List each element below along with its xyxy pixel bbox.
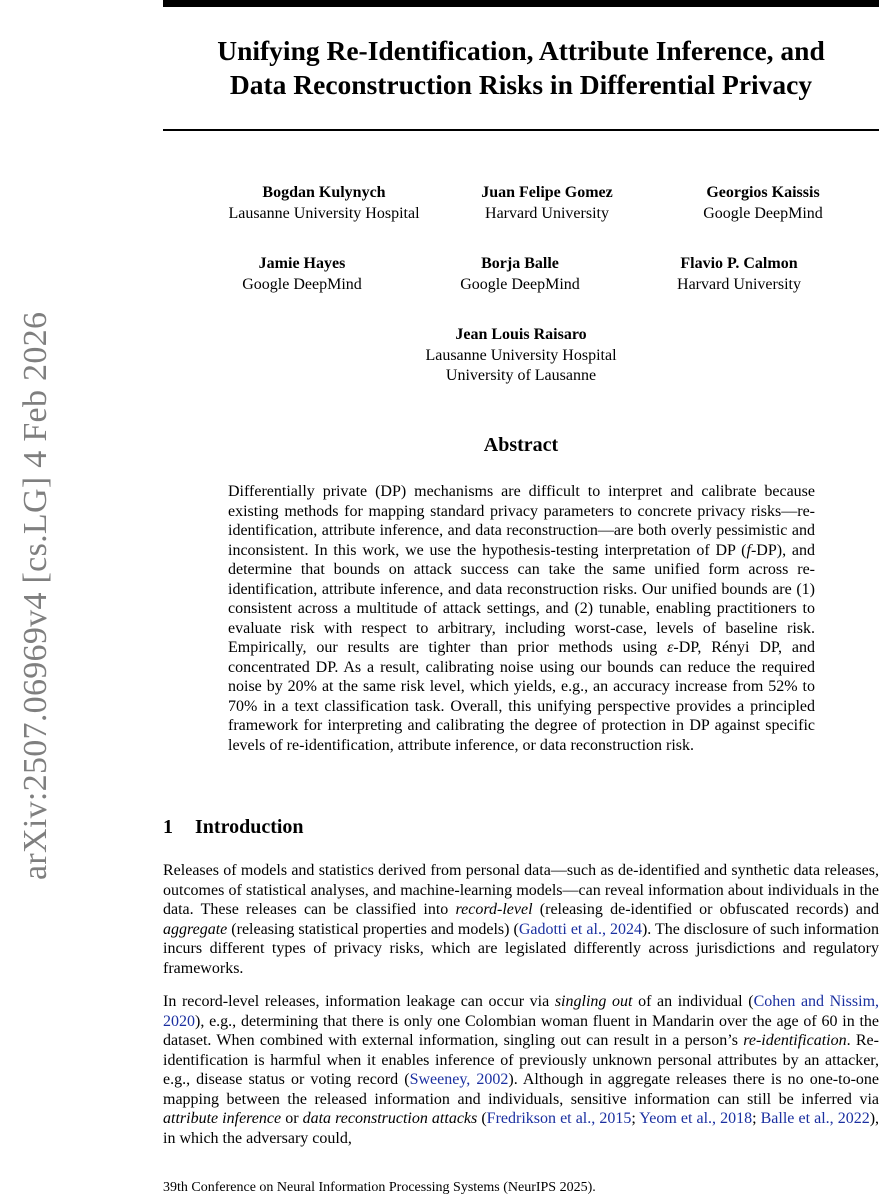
citation-link[interactable]: Balle et al., 2022 (760, 1110, 870, 1127)
paragraph-text: ). The disclosure of such information incurs different types of privacy risks, which are legislated differently across jurisdictions and regulatory frameworks. (163, 920, 879, 977)
paragraph-text: Releases of models and statistics derived from personal data—such as de-identified and synthetic data releases, outcomes of statistical analyses, and machine-learning models—can reveal information about individuals in the data. These releases can be classified into (163, 862, 879, 918)
abstract-text: -DP), and determine that bounds on attack success can take the same unified form across re-identification, attribute inference, and data reconstruction risks. Our unified bounds are (1) consistent across a multitude of attack settings, and (2) tunable, enabling practitioners to evaluate risk with respect to arbitrary, including worst-case, levels of baseline risk. Empirically, our results are tighter than prior methods using (228, 541, 816, 656)
paragraph-text: ). Although in aggregate releases there is no one-to-one mapping between the released information and individuals, sensitive information can still be inferred via (163, 1071, 880, 1108)
abstract-text: Differentially private (DP) mechanisms are difficult to interpret and calibrate because existing methods for mapping standard privacy parameters to concrete privacy risks—re-identification, attribute inference, and data reconstruction—are both overly pessimistic and inconsistent. In this work, we use the hypothesis-testing interpretation of DP ( (228, 483, 815, 559)
intro-paragraph-1 (163, 861, 879, 978)
emphasis: attribute inference (163, 1110, 282, 1127)
intro-paragraph-2 (163, 992, 879, 1148)
author-affiliation: Lausanne University Hospital (228, 204, 420, 222)
epsilon-symbol: ε (667, 639, 674, 656)
author-affiliation: Lausanne University Hospital (425, 346, 617, 364)
citation-link[interactable]: Sweeney, 2002 (409, 1071, 509, 1088)
emphasis: record-level (455, 901, 533, 918)
author-affiliation: Google DeepMind (703, 204, 823, 222)
arxiv-stamp: arXiv:2507.06969v4 [cs.LG] 4 Feb 2026 (17, 311, 54, 880)
top-rule (163, 0, 879, 7)
author-block (659, 254, 819, 295)
author-name: Bogdan Kulynych (262, 184, 386, 201)
paragraph-text: . Re-identification is harmful when it enables inference of previously unknown personal attributes by an attacker, e.g., disease status or voting record ( (163, 1032, 879, 1088)
author-name: Flavio P. Calmon (680, 255, 798, 272)
emphasis: singling out (554, 993, 633, 1010)
paragraph-text: ), in which the adversary could, (163, 1110, 880, 1147)
emphasis: aggregate (163, 920, 228, 938)
abstract-heading: Abstract (483, 434, 559, 456)
title-line-1: Unifying Re-Identification, Attribute Inference, and (217, 35, 825, 66)
citation-link[interactable]: Yeom et al., 2018 (639, 1110, 753, 1127)
emphasis: data reconstruction attacks (302, 1110, 478, 1127)
author-block (219, 183, 429, 224)
section-number: 1 (163, 816, 173, 838)
author-name: Jamie Hayes (258, 255, 346, 272)
emphasis: re-identification (743, 1032, 847, 1049)
paragraph-text: ; (631, 1110, 640, 1127)
author-block (467, 183, 627, 224)
paragraph-text: (releasing statistical properties and models) ( (227, 920, 519, 938)
author-affiliation: University of Lausanne (445, 367, 597, 384)
conference-footer: 39th Conference on Neural Information Processing Systems (NeurIPS 2025). (163, 1180, 596, 1195)
title-line-2: Data Reconstruction Risks in Differential Privacy (229, 69, 813, 100)
paragraph-text: ( (477, 1110, 487, 1127)
f-symbol: f (746, 541, 751, 559)
author-name: Borja Balle (481, 255, 559, 272)
author-affiliation: Harvard University (677, 275, 801, 293)
paragraph-text: ; (752, 1110, 761, 1127)
citation-link[interactable]: Cohen and Nissim, 2020 (163, 993, 880, 1030)
author-block (401, 325, 641, 387)
citation-link[interactable]: Fredrikson et al., 2015 (486, 1110, 632, 1127)
author-block (440, 254, 600, 295)
citation-link[interactable]: Gadotti et al., 2024 (518, 920, 642, 938)
author-affiliation: Google DeepMind (460, 275, 580, 293)
author-block (222, 254, 382, 295)
author-name: Jean Louis Raisaro (455, 326, 587, 343)
section-title: Introduction (195, 816, 304, 838)
section-heading (163, 816, 304, 839)
abstract-text: -DP, Rényi DP, and concentrated DP. As a result, calibrating noise using our bounds can reduce the required noise by 20% at the same risk level, which yields, e.g., an accuracy increase from 52% to 70% in a text classification task. Overall, this unifying perspective provides a principled framework for interpreting and calibrating the degree of protection in DP against specific levels of re-identification, attribute inference, or data reconstruction risk. (228, 639, 815, 754)
abstract-body (228, 482, 815, 755)
paragraph-text: (releasing de-identified or obfuscated records) and (532, 901, 880, 918)
paper-title (163, 34, 879, 102)
author-affiliation: Google DeepMind (242, 275, 362, 293)
paragraph-text: or (281, 1110, 303, 1127)
paragraph-text: of an individual ( (632, 993, 754, 1010)
author-name: Juan Felipe Gomez (481, 184, 613, 201)
author-name: Georgios Kaissis (706, 184, 820, 201)
author-block (683, 183, 843, 224)
paragraph-text: In record-level releases, information leakage can occur via (163, 993, 555, 1010)
paragraph-text: ), e.g., determining that there is only one Colombian woman fluent in Mandarin over the age of 60 in the dataset. When combined with external information, singling out can result in a person’s (163, 1012, 879, 1049)
author-affiliation: Harvard University (485, 204, 609, 222)
title-rule (163, 129, 879, 131)
